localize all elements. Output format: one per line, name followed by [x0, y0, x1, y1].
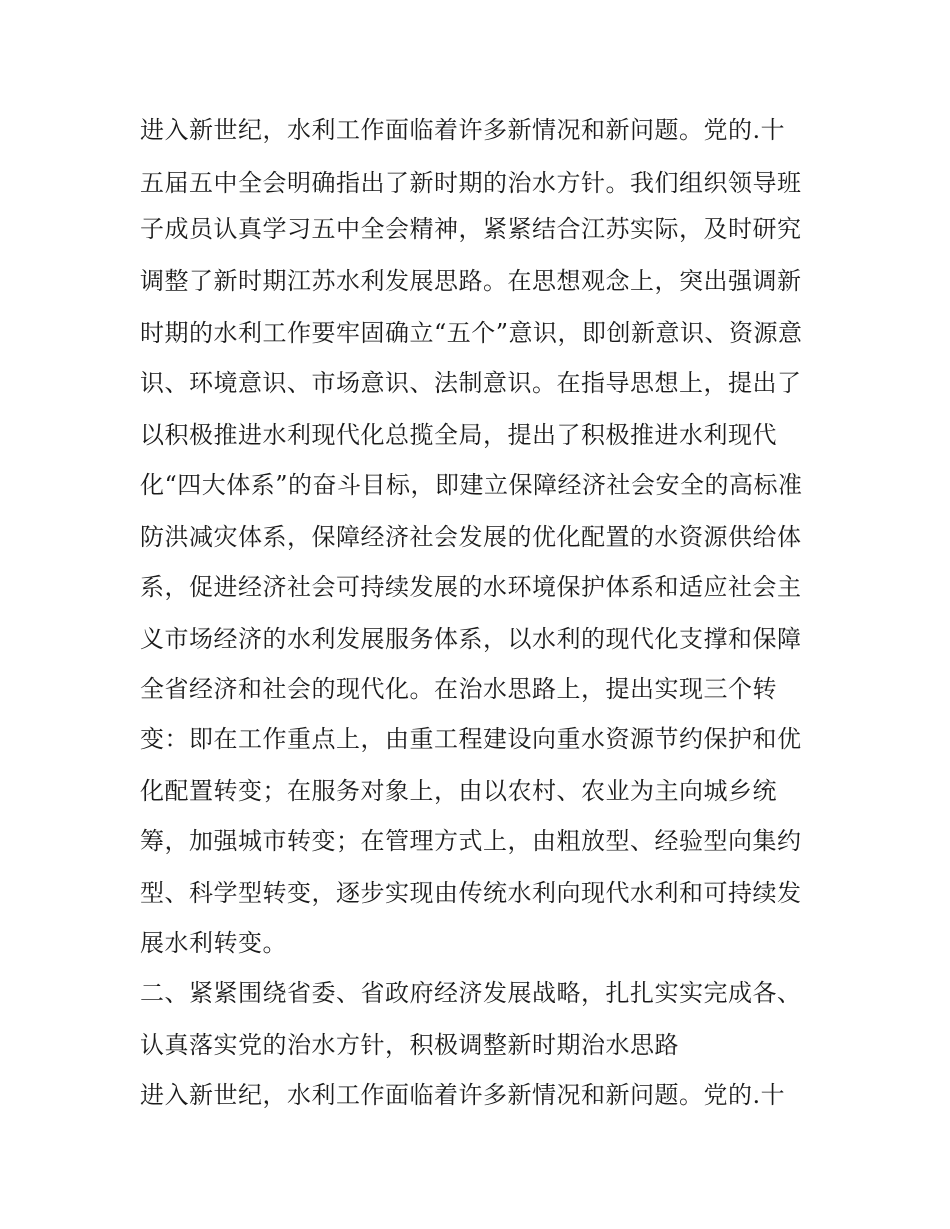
text-line-20: 进入新世纪，水利工作面临着许多新情况和新问题。党的.十	[140, 1081, 786, 1109]
text-line-15: 筹，加强城市转变；在管理方式上，由粗放型、经验型向集约	[140, 827, 802, 855]
text-line-3: 子成员认真学习五中全会精神，紧紧结合江苏实际，及时研究	[140, 215, 802, 243]
text-line-13: 变：即在工作重点上，由重工程建设向重水资源节约保护和优	[140, 725, 802, 753]
text-line-10: 系，促进经济社会可持续发展的水环境保护体系和适应社会主	[140, 573, 802, 601]
text-line-2: 五届五中全会明确指出了新时期的治水方针。我们组织领导班	[140, 169, 802, 197]
text-line-6: 识、环境意识、市场意识、法制意识。在指导思想上，提出了	[140, 369, 802, 397]
section-heading-line-1: 二、紧紧围绕省委、省政府经济发展战略，扎扎实实完成各、	[140, 979, 802, 1007]
text-line-9: 防洪减灾体系，保障经济社会发展的优化配置的水资源供给体	[140, 523, 802, 551]
text-line-4: 调整了新时期江苏水利发展思路。在思想观念上，突出强调新	[140, 267, 802, 295]
text-line-5: 时期的水利工作要牢固确立“五个”意识，即创新意识、资源意	[140, 319, 803, 347]
text-line-8: 化“四大体系”的奋斗目标，即建立保障经济社会安全的高标准	[140, 471, 803, 499]
text-line-17: 展水利转变。	[140, 929, 287, 957]
text-line-14: 化配置转变；在服务对象上，由以农村、农业为主向城乡统	[140, 777, 777, 805]
text-line-1: 进入新世纪，水利工作面临着许多新情况和新问题。党的.十	[140, 116, 786, 144]
text-line-11: 义市场经济的水利发展服务体系，以水利的现代化支撑和保障	[140, 625, 802, 653]
text-line-12: 全省经济和社会的现代化。在治水思路上，提出实现三个转	[140, 675, 777, 703]
section-heading-line-2: 认真落实党的治水方针，积极调整新时期治水思路	[140, 1031, 679, 1059]
text-line-16: 型、科学型转变，逐步实现由传统水利向现代水利和可持续发	[140, 879, 802, 907]
text-line-7: 以积极推进水利现代化总揽全局，提出了积极推进水利现代	[140, 421, 777, 449]
